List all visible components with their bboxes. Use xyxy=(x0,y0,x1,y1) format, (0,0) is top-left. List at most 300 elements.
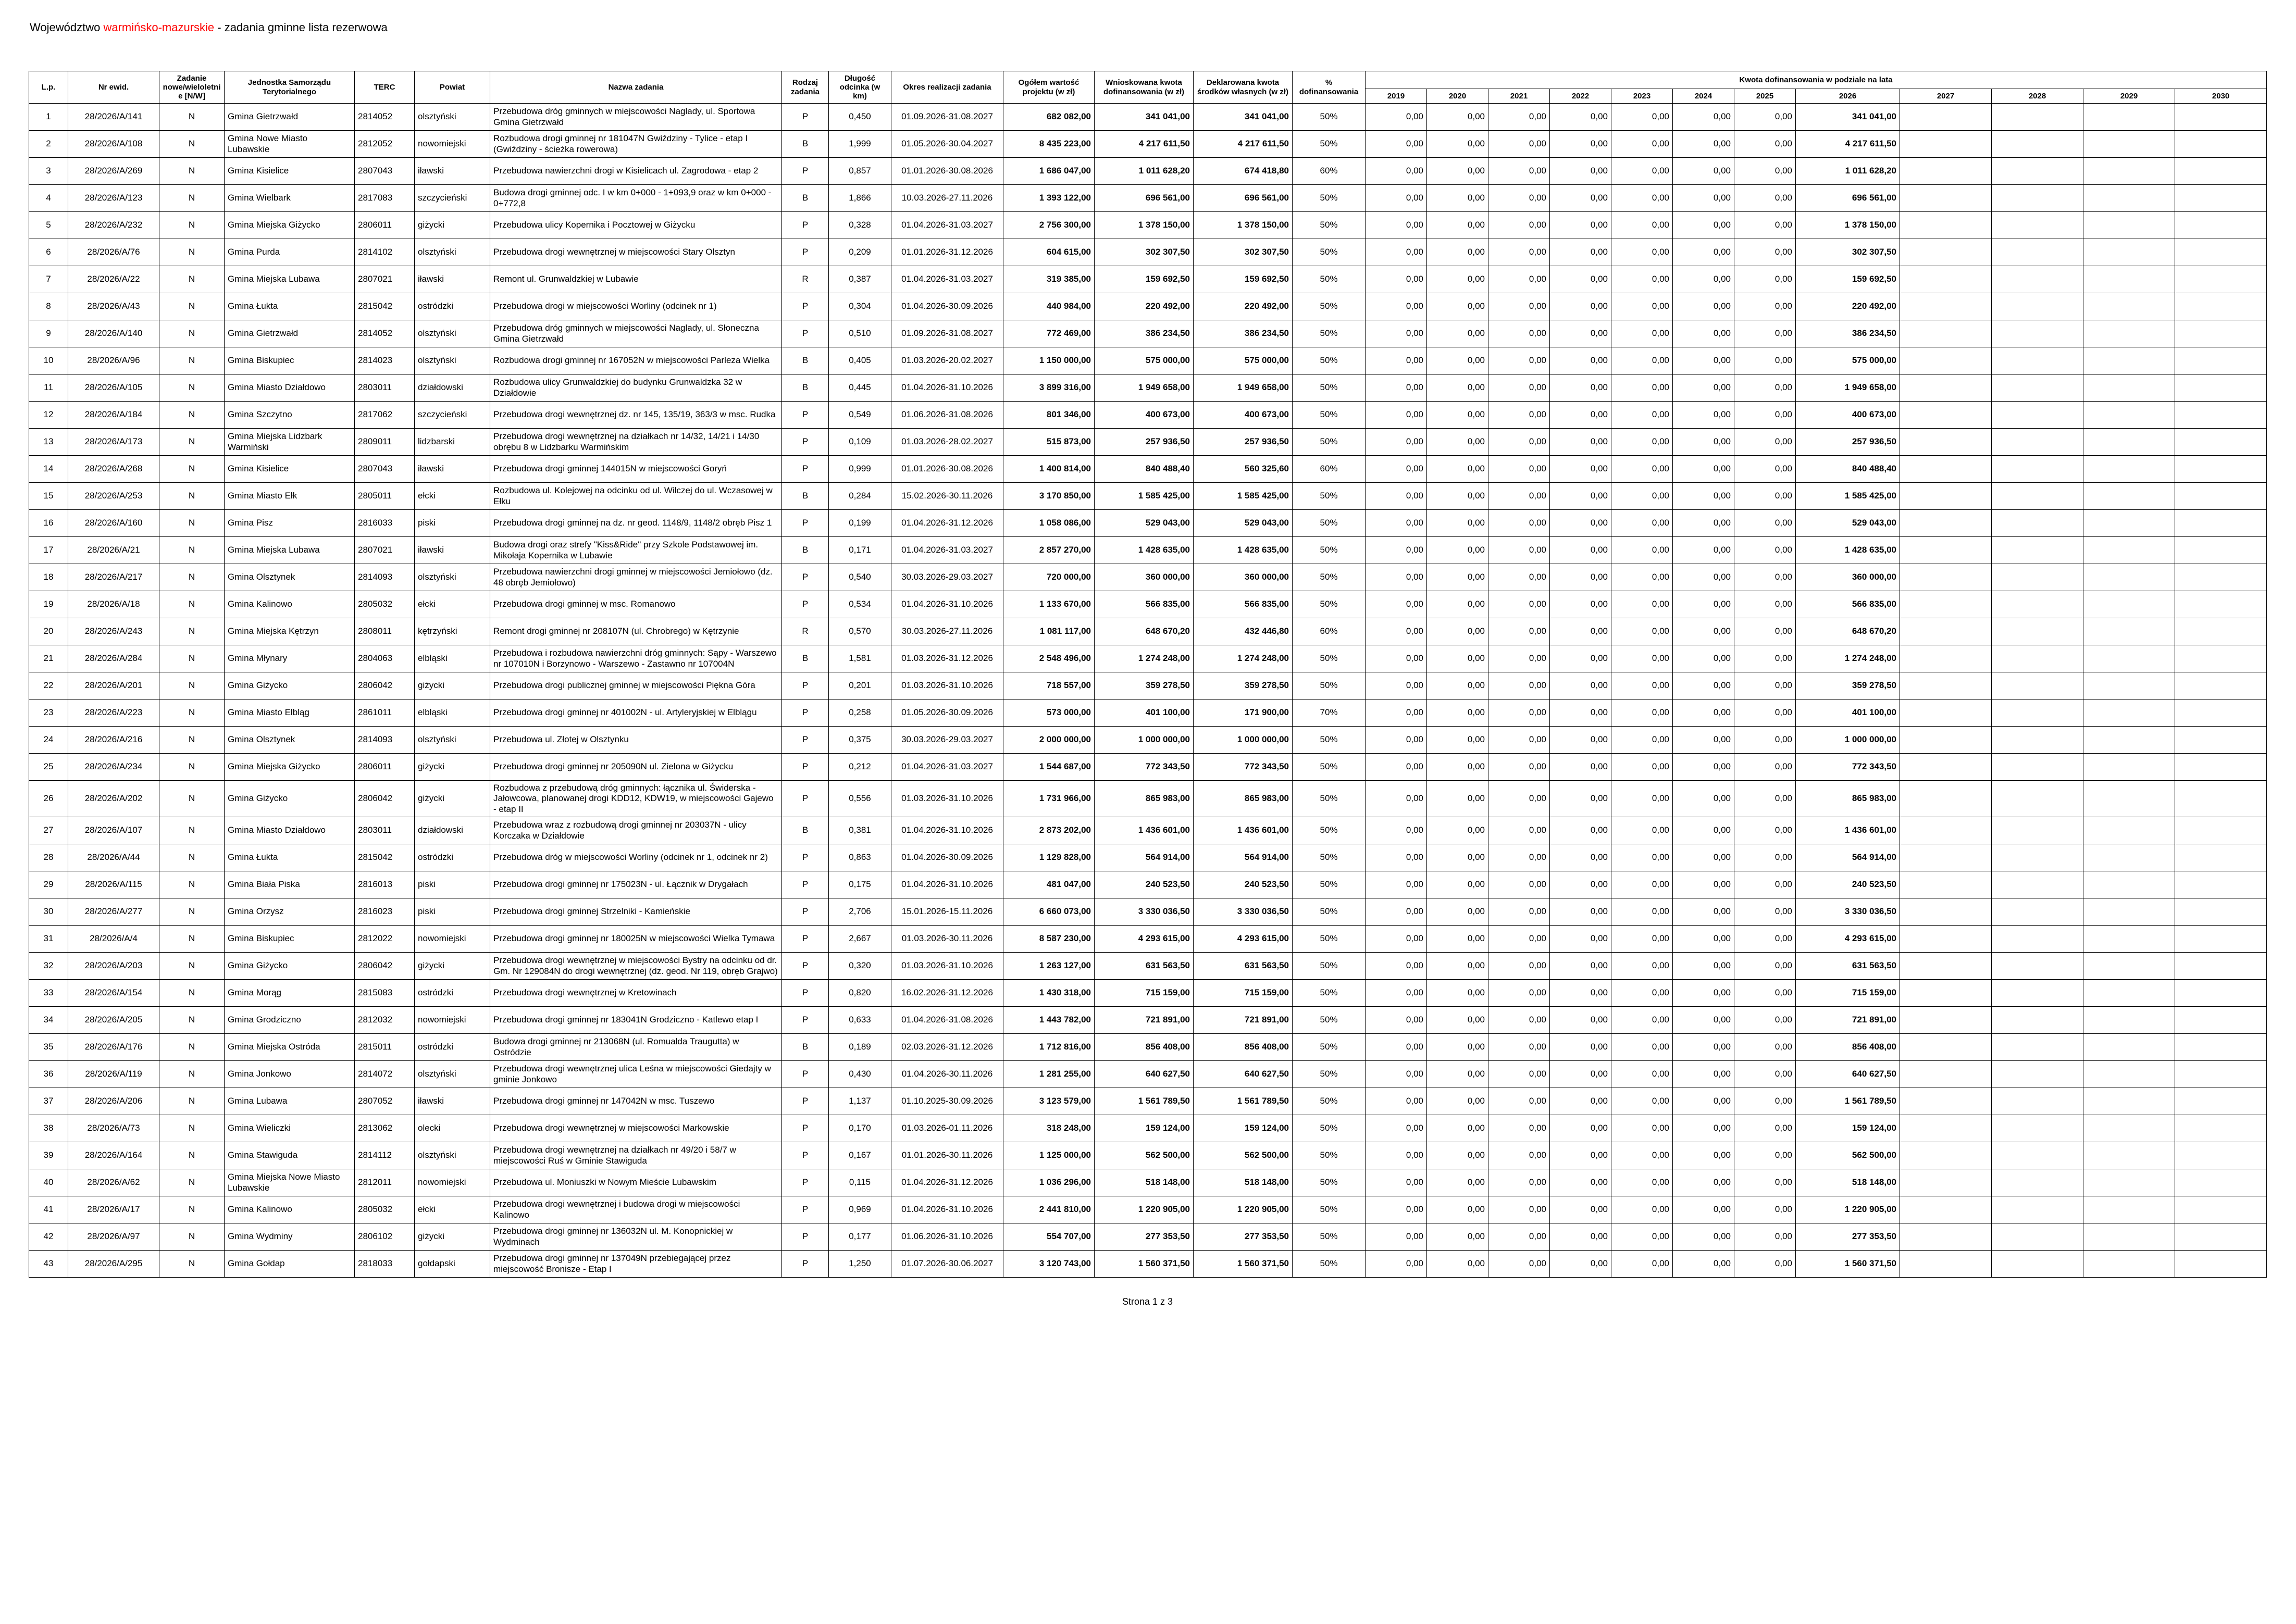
okres-realizacji-cell: 01.10.2025-30.09.2026 xyxy=(891,1088,1003,1115)
terc-cell: 2805011 xyxy=(355,483,415,510)
kwota-2029-cell xyxy=(2083,699,2175,727)
terc-cell: 2815083 xyxy=(355,980,415,1007)
kwota-2026-cell: 1 585 425,00 xyxy=(1796,483,1900,510)
ogolem-wartosc-cell: 2 756 300,00 xyxy=(1003,212,1095,239)
procent-dofinansowania-cell: 50% xyxy=(1293,1251,1366,1278)
deklarowana-kwota-cell: 1 378 150,00 xyxy=(1194,212,1293,239)
zadanie-nw-cell: N xyxy=(159,402,225,429)
kwota-2026-cell: 772 343,50 xyxy=(1796,754,1900,781)
kwota-2019-cell: 0,00 xyxy=(1366,781,1427,817)
kwota-2023-cell: 0,00 xyxy=(1611,429,1673,456)
kwota-2024-cell: 0,00 xyxy=(1673,1142,1734,1169)
kwota-2024-cell: 0,00 xyxy=(1673,699,1734,727)
kwota-2026-cell: 240 523,50 xyxy=(1796,871,1900,898)
okres-realizacji-cell: 30.03.2026-27.11.2026 xyxy=(891,618,1003,645)
procent-dofinansowania-cell: 50% xyxy=(1293,104,1366,131)
kwota-2023-cell: 0,00 xyxy=(1611,672,1673,699)
dlugosc-odcinka-cell: 0,450 xyxy=(829,104,891,131)
rodzaj-zadania-cell: P xyxy=(782,1169,829,1196)
nr-ewid-cell: 28/2026/A/234 xyxy=(68,754,159,781)
kwota-2023-cell: 0,00 xyxy=(1611,158,1673,185)
kwota-2028-cell xyxy=(1992,1142,2083,1169)
table-row xyxy=(29,456,2267,483)
table-row xyxy=(29,1115,2267,1142)
procent-dofinansowania-cell: 50% xyxy=(1293,429,1366,456)
deklarowana-kwota-cell: 1 561 789,50 xyxy=(1194,1088,1293,1115)
kwota-2029-cell xyxy=(2083,1196,2175,1223)
kwota-2022-cell: 0,00 xyxy=(1550,871,1611,898)
kwota-2030-cell xyxy=(2175,1034,2267,1061)
jst-cell: Gmina Gołdap xyxy=(225,1251,355,1278)
nazwa-zadania-cell: Rozbudowa ul. Kolejowej na odcinku od ul. Wilczej do ul. Wczasowej w Ełku xyxy=(490,483,782,510)
powiat-cell: ełcki xyxy=(415,1196,490,1223)
kwota-2019-cell: 0,00 xyxy=(1366,898,1427,926)
rodzaj-zadania-cell: P xyxy=(782,104,829,131)
kwota-2027-cell xyxy=(1900,537,1992,564)
kwota-2020-cell: 0,00 xyxy=(1427,898,1488,926)
kwota-2020-cell: 0,00 xyxy=(1427,510,1488,537)
kwota-2021-cell: 0,00 xyxy=(1488,1007,1550,1034)
kwota-2020-cell: 0,00 xyxy=(1427,564,1488,591)
dlugosc-odcinka-cell: 0,115 xyxy=(829,1169,891,1196)
nazwa-zadania-cell: Przebudowa ul. Moniuszki w Nowym Mieście Lubawskim xyxy=(490,1169,782,1196)
kwota-2021-cell: 0,00 xyxy=(1488,266,1550,293)
kwota-2030-cell xyxy=(2175,564,2267,591)
wnioskowana-kwota-cell: 359 278,50 xyxy=(1095,672,1194,699)
kwota-2029-cell xyxy=(2083,266,2175,293)
kwota-2024-cell: 0,00 xyxy=(1673,293,1734,320)
kwota-2024-cell: 0,00 xyxy=(1673,1196,1734,1223)
kwota-2020-cell: 0,00 xyxy=(1427,429,1488,456)
dlugosc-odcinka-cell: 0,199 xyxy=(829,510,891,537)
okres-realizacji-cell: 15.01.2026-15.11.2026 xyxy=(891,898,1003,926)
procent-dofinansowania-cell: 50% xyxy=(1293,483,1366,510)
lp-cell: 28 xyxy=(29,844,68,871)
jst-cell: Gmina Miejska Lubawa xyxy=(225,266,355,293)
zadanie-nw-cell: N xyxy=(159,266,225,293)
kwota-2029-cell xyxy=(2083,131,2175,158)
kwota-2025-cell: 0,00 xyxy=(1734,618,1796,645)
dlugosc-odcinka-cell: 0,534 xyxy=(829,591,891,618)
rodzaj-zadania-cell: P xyxy=(782,293,829,320)
powiat-cell: olecki xyxy=(415,1115,490,1142)
kwota-2030-cell xyxy=(2175,1196,2267,1223)
kwota-2029-cell xyxy=(2083,1115,2175,1142)
okres-realizacji-cell: 01.03.2026-31.12.2026 xyxy=(891,645,1003,672)
deklarowana-kwota-cell: 1 000 000,00 xyxy=(1194,727,1293,754)
table-row xyxy=(29,618,2267,645)
kwota-2029-cell xyxy=(2083,402,2175,429)
procent-dofinansowania-cell: 50% xyxy=(1293,212,1366,239)
wnioskowana-kwota-cell: 562 500,00 xyxy=(1095,1142,1194,1169)
okres-realizacji-cell: 01.04.2026-31.03.2027 xyxy=(891,266,1003,293)
dlugosc-odcinka-cell: 0,381 xyxy=(829,817,891,844)
kwota-2030-cell xyxy=(2175,104,2267,131)
zadanie-nw-cell: N xyxy=(159,483,225,510)
kwota-2026-cell: 4 293 615,00 xyxy=(1796,926,1900,953)
procent-dofinansowania-cell: 50% xyxy=(1293,1034,1366,1061)
lp-cell: 1 xyxy=(29,104,68,131)
kwota-2028-cell xyxy=(1992,1169,2083,1196)
ogolem-wartosc-cell: 2 857 270,00 xyxy=(1003,537,1095,564)
kwota-2025-cell: 0,00 xyxy=(1734,510,1796,537)
kwota-2026-cell: 648 670,20 xyxy=(1796,618,1900,645)
nr-ewid-cell: 28/2026/A/73 xyxy=(68,1115,159,1142)
kwota-2020-cell: 0,00 xyxy=(1427,1196,1488,1223)
kwota-2019-cell: 0,00 xyxy=(1366,402,1427,429)
nr-ewid-cell: 28/2026/A/295 xyxy=(68,1251,159,1278)
dlugosc-odcinka-cell: 0,540 xyxy=(829,564,891,591)
page-title xyxy=(30,21,2267,34)
kwota-2030-cell xyxy=(2175,980,2267,1007)
kwota-2019-cell: 0,00 xyxy=(1366,158,1427,185)
kwota-2021-cell: 0,00 xyxy=(1488,980,1550,1007)
zadanie-nw-cell: N xyxy=(159,871,225,898)
kwota-2022-cell: 0,00 xyxy=(1550,781,1611,817)
jst-cell: Gmina Giżycko xyxy=(225,953,355,980)
header-lp: L.p. xyxy=(29,71,68,104)
kwota-2023-cell: 0,00 xyxy=(1611,926,1673,953)
kwota-2022-cell: 0,00 xyxy=(1550,1251,1611,1278)
jst-cell: Gmina Wydminy xyxy=(225,1223,355,1251)
jst-cell: Gmina Miasto Działdowo xyxy=(225,817,355,844)
jst-cell: Gmina Miejska Giżycko xyxy=(225,754,355,781)
rodzaj-zadania-cell: P xyxy=(782,320,829,347)
deklarowana-kwota-cell: 220 492,00 xyxy=(1194,293,1293,320)
kwota-2029-cell xyxy=(2083,754,2175,781)
rodzaj-zadania-cell: P xyxy=(782,781,829,817)
nazwa-zadania-cell: Przebudowa drogi wewnętrznej w Kretowinach xyxy=(490,980,782,1007)
dlugosc-odcinka-cell: 1,250 xyxy=(829,1251,891,1278)
jst-cell: Gmina Wieliczki xyxy=(225,1115,355,1142)
kwota-2026-cell: 840 488,40 xyxy=(1796,456,1900,483)
zadanie-nw-cell: N xyxy=(159,131,225,158)
kwota-2025-cell: 0,00 xyxy=(1734,672,1796,699)
table-row xyxy=(29,320,2267,347)
procent-dofinansowania-cell: 50% xyxy=(1293,564,1366,591)
kwota-2019-cell: 0,00 xyxy=(1366,320,1427,347)
year-column-header-2028: 2028 xyxy=(1992,89,2083,104)
deklarowana-kwota-cell: 386 234,50 xyxy=(1194,320,1293,347)
rodzaj-zadania-cell: P xyxy=(782,1007,829,1034)
lp-cell: 19 xyxy=(29,591,68,618)
okres-realizacji-cell: 01.04.2026-30.09.2026 xyxy=(891,293,1003,320)
powiat-cell: iławski xyxy=(415,1088,490,1115)
zadanie-nw-cell: N xyxy=(159,727,225,754)
dlugosc-odcinka-cell: 0,201 xyxy=(829,672,891,699)
nazwa-zadania-cell: Remont ul. Grunwaldzkiej w Lubawie xyxy=(490,266,782,293)
deklarowana-kwota-cell: 1 428 635,00 xyxy=(1194,537,1293,564)
wnioskowana-kwota-cell: 865 983,00 xyxy=(1095,781,1194,817)
kwota-2019-cell: 0,00 xyxy=(1366,727,1427,754)
kwota-2029-cell xyxy=(2083,953,2175,980)
kwota-2030-cell xyxy=(2175,212,2267,239)
kwota-2028-cell xyxy=(1992,1061,2083,1088)
rodzaj-zadania-cell: B xyxy=(782,645,829,672)
nr-ewid-cell: 28/2026/A/17 xyxy=(68,1196,159,1223)
kwota-2028-cell xyxy=(1992,1251,2083,1278)
nazwa-zadania-cell: Przebudowa drogi gminnej na dz. nr geod. 1148/9, 1148/2 obręb Pisz 1 xyxy=(490,510,782,537)
nazwa-zadania-cell: Przebudowa ulicy Kopernika i Pocztowej w Giżycku xyxy=(490,212,782,239)
nazwa-zadania-cell: Przebudowa dróg w miejscowości Worliny (odcinek nr 1, odcinek nr 2) xyxy=(490,844,782,871)
year-column-header-2024: 2024 xyxy=(1673,89,1734,104)
ogolem-wartosc-cell: 1 544 687,00 xyxy=(1003,754,1095,781)
dlugosc-odcinka-cell: 1,866 xyxy=(829,185,891,212)
kwota-2028-cell xyxy=(1992,212,2083,239)
kwota-2030-cell xyxy=(2175,699,2267,727)
deklarowana-kwota-cell: 1 560 371,50 xyxy=(1194,1251,1293,1278)
kwota-2020-cell: 0,00 xyxy=(1427,871,1488,898)
dlugosc-odcinka-cell: 0,633 xyxy=(829,1007,891,1034)
zadanie-nw-cell: N xyxy=(159,781,225,817)
ogolem-wartosc-cell: 319 385,00 xyxy=(1003,266,1095,293)
dlugosc-odcinka-cell: 0,177 xyxy=(829,1223,891,1251)
year-column-header-2030: 2030 xyxy=(2175,89,2267,104)
deklarowana-kwota-cell: 518 148,00 xyxy=(1194,1169,1293,1196)
kwota-2030-cell xyxy=(2175,1251,2267,1278)
terc-cell: 2813062 xyxy=(355,1115,415,1142)
kwota-2024-cell: 0,00 xyxy=(1673,104,1734,131)
kwota-2020-cell: 0,00 xyxy=(1427,672,1488,699)
jst-cell: Gmina Kalinowo xyxy=(225,1196,355,1223)
kwota-2025-cell: 0,00 xyxy=(1734,212,1796,239)
kwota-2027-cell xyxy=(1900,926,1992,953)
kwota-2022-cell: 0,00 xyxy=(1550,293,1611,320)
kwota-2030-cell xyxy=(2175,781,2267,817)
kwota-2024-cell: 0,00 xyxy=(1673,537,1734,564)
nazwa-zadania-cell: Przebudowa drogi wewnętrznej ulica Leśna w miejscowości Giedajty w gminie Jonkowo xyxy=(490,1061,782,1088)
kwota-2028-cell xyxy=(1992,727,2083,754)
table-row xyxy=(29,510,2267,537)
kwota-2029-cell xyxy=(2083,537,2175,564)
nr-ewid-cell: 28/2026/A/108 xyxy=(68,131,159,158)
deklarowana-kwota-cell: 674 418,80 xyxy=(1194,158,1293,185)
lp-cell: 33 xyxy=(29,980,68,1007)
kwota-2027-cell xyxy=(1900,1169,1992,1196)
kwota-2021-cell: 0,00 xyxy=(1488,1169,1550,1196)
dlugosc-odcinka-cell: 0,387 xyxy=(829,266,891,293)
kwota-2023-cell: 0,00 xyxy=(1611,239,1673,266)
header-ogolem-wartosc: Ogółem wartość projektu (w zł) xyxy=(1003,71,1095,104)
year-column-header-2026: 2026 xyxy=(1796,89,1900,104)
header-nazwa-zadania: Nazwa zadania xyxy=(490,71,782,104)
kwota-2023-cell: 0,00 xyxy=(1611,320,1673,347)
deklarowana-kwota-cell: 696 561,00 xyxy=(1194,185,1293,212)
kwota-2028-cell xyxy=(1992,239,2083,266)
table-row xyxy=(29,1142,2267,1169)
kwota-2020-cell: 0,00 xyxy=(1427,1169,1488,1196)
kwota-2029-cell xyxy=(2083,456,2175,483)
kwota-2024-cell: 0,00 xyxy=(1673,185,1734,212)
lp-cell: 11 xyxy=(29,374,68,402)
kwota-2028-cell xyxy=(1992,871,2083,898)
nazwa-zadania-cell: Przebudowa drogi w miejscowości Worliny (odcinek nr 1) xyxy=(490,293,782,320)
ogolem-wartosc-cell: 1 686 047,00 xyxy=(1003,158,1095,185)
terc-cell: 2806042 xyxy=(355,953,415,980)
table-row xyxy=(29,781,2267,817)
procent-dofinansowania-cell: 50% xyxy=(1293,185,1366,212)
wnioskowana-kwota-cell: 400 673,00 xyxy=(1095,402,1194,429)
kwota-2028-cell xyxy=(1992,1115,2083,1142)
kwota-2024-cell: 0,00 xyxy=(1673,158,1734,185)
year-column-header-2025: 2025 xyxy=(1734,89,1796,104)
zadanie-nw-cell: N xyxy=(159,980,225,1007)
ogolem-wartosc-cell: 801 346,00 xyxy=(1003,402,1095,429)
kwota-2019-cell: 0,00 xyxy=(1366,699,1427,727)
nr-ewid-cell: 28/2026/A/253 xyxy=(68,483,159,510)
kwota-2021-cell: 0,00 xyxy=(1488,320,1550,347)
kwota-2028-cell xyxy=(1992,347,2083,374)
kwota-2027-cell xyxy=(1900,645,1992,672)
nr-ewid-cell: 28/2026/A/21 xyxy=(68,537,159,564)
wnioskowana-kwota-cell: 631 563,50 xyxy=(1095,953,1194,980)
wnioskowana-kwota-cell: 4 217 611,50 xyxy=(1095,131,1194,158)
powiat-cell: działdowski xyxy=(415,817,490,844)
ogolem-wartosc-cell: 1 430 318,00 xyxy=(1003,980,1095,1007)
rodzaj-zadania-cell: B xyxy=(782,1034,829,1061)
kwota-2026-cell: 696 561,00 xyxy=(1796,185,1900,212)
nr-ewid-cell: 28/2026/A/141 xyxy=(68,104,159,131)
lp-cell: 42 xyxy=(29,1223,68,1251)
jst-cell: Gmina Lubawa xyxy=(225,1088,355,1115)
lp-cell: 21 xyxy=(29,645,68,672)
kwota-2022-cell: 0,00 xyxy=(1550,1169,1611,1196)
kwota-2024-cell: 0,00 xyxy=(1673,645,1734,672)
lp-cell: 10 xyxy=(29,347,68,374)
terc-cell: 2812032 xyxy=(355,1007,415,1034)
ogolem-wartosc-cell: 554 707,00 xyxy=(1003,1223,1095,1251)
kwota-2022-cell: 0,00 xyxy=(1550,185,1611,212)
kwota-2021-cell: 0,00 xyxy=(1488,483,1550,510)
kwota-2029-cell xyxy=(2083,591,2175,618)
nr-ewid-cell: 28/2026/A/22 xyxy=(68,266,159,293)
kwota-2027-cell xyxy=(1900,266,1992,293)
nazwa-zadania-cell: Rozbudowa z przebudową dróg gminnych: łącznika ul. Świderska - Jałowcowa, planowanej drogi KDD12, KDW19, w miejscowości Gajewo - etap II xyxy=(490,781,782,817)
dlugosc-odcinka-cell: 0,189 xyxy=(829,1034,891,1061)
lp-cell: 15 xyxy=(29,483,68,510)
kwota-2025-cell: 0,00 xyxy=(1734,104,1796,131)
kwota-2025-cell: 0,00 xyxy=(1734,781,1796,817)
kwota-2029-cell xyxy=(2083,212,2175,239)
terc-cell: 2806102 xyxy=(355,1223,415,1251)
okres-realizacji-cell: 01.06.2026-31.10.2026 xyxy=(891,1223,1003,1251)
kwota-2020-cell: 0,00 xyxy=(1427,645,1488,672)
zadanie-nw-cell: N xyxy=(159,1142,225,1169)
kwota-2021-cell: 0,00 xyxy=(1488,591,1550,618)
nr-ewid-cell: 28/2026/A/284 xyxy=(68,645,159,672)
terc-cell: 2803011 xyxy=(355,817,415,844)
rodzaj-zadania-cell: P xyxy=(782,456,829,483)
kwota-2025-cell: 0,00 xyxy=(1734,320,1796,347)
procent-dofinansowania-cell: 50% xyxy=(1293,402,1366,429)
kwota-2019-cell: 0,00 xyxy=(1366,537,1427,564)
kwota-2025-cell: 0,00 xyxy=(1734,980,1796,1007)
kwota-2030-cell xyxy=(2175,844,2267,871)
terc-cell: 2803011 xyxy=(355,374,415,402)
terc-cell: 2817062 xyxy=(355,402,415,429)
terc-cell: 2805032 xyxy=(355,591,415,618)
kwota-2026-cell: 277 353,50 xyxy=(1796,1223,1900,1251)
jst-cell: Gmina Szczytno xyxy=(225,402,355,429)
deklarowana-kwota-cell: 277 353,50 xyxy=(1194,1223,1293,1251)
nr-ewid-cell: 28/2026/A/18 xyxy=(68,591,159,618)
terc-cell: 2805032 xyxy=(355,1196,415,1223)
jst-cell: Gmina Pisz xyxy=(225,510,355,537)
kwota-2022-cell: 0,00 xyxy=(1550,591,1611,618)
kwota-2028-cell xyxy=(1992,510,2083,537)
ogolem-wartosc-cell: 2 873 202,00 xyxy=(1003,817,1095,844)
kwota-2029-cell xyxy=(2083,1223,2175,1251)
title-region: warmińsko-mazurskie xyxy=(103,21,215,34)
rodzaj-zadania-cell: B xyxy=(782,483,829,510)
kwota-2030-cell xyxy=(2175,898,2267,926)
kwota-2020-cell: 0,00 xyxy=(1427,185,1488,212)
kwota-2021-cell: 0,00 xyxy=(1488,429,1550,456)
rodzaj-zadania-cell: P xyxy=(782,510,829,537)
jst-cell: Gmina Purda xyxy=(225,239,355,266)
lp-cell: 20 xyxy=(29,618,68,645)
table-row xyxy=(29,1088,2267,1115)
kwota-2027-cell xyxy=(1900,1251,1992,1278)
kwota-2020-cell: 0,00 xyxy=(1427,1088,1488,1115)
kwota-2029-cell xyxy=(2083,1088,2175,1115)
table-row xyxy=(29,293,2267,320)
kwota-2022-cell: 0,00 xyxy=(1550,1061,1611,1088)
procent-dofinansowania-cell: 50% xyxy=(1293,131,1366,158)
okres-realizacji-cell: 01.03.2026-31.10.2026 xyxy=(891,953,1003,980)
okres-realizacji-cell: 16.02.2026-31.12.2026 xyxy=(891,980,1003,1007)
kwota-2030-cell xyxy=(2175,1223,2267,1251)
kwota-2023-cell: 0,00 xyxy=(1611,212,1673,239)
kwota-2028-cell xyxy=(1992,266,2083,293)
table-row xyxy=(29,926,2267,953)
kwota-2023-cell: 0,00 xyxy=(1611,1088,1673,1115)
kwota-2020-cell: 0,00 xyxy=(1427,781,1488,817)
kwota-2023-cell: 0,00 xyxy=(1611,727,1673,754)
jst-cell: Gmina Jonkowo xyxy=(225,1061,355,1088)
kwota-2026-cell: 4 217 611,50 xyxy=(1796,131,1900,158)
wnioskowana-kwota-cell: 341 041,00 xyxy=(1095,104,1194,131)
kwota-2025-cell: 0,00 xyxy=(1734,1223,1796,1251)
kwota-2019-cell: 0,00 xyxy=(1366,754,1427,781)
kwota-2019-cell: 0,00 xyxy=(1366,1061,1427,1088)
kwota-2030-cell xyxy=(2175,185,2267,212)
ogolem-wartosc-cell: 1 133 670,00 xyxy=(1003,591,1095,618)
kwota-2027-cell xyxy=(1900,1007,1992,1034)
powiat-cell: szczycieński xyxy=(415,402,490,429)
deklarowana-kwota-cell: 400 673,00 xyxy=(1194,402,1293,429)
kwota-2028-cell xyxy=(1992,402,2083,429)
zadanie-nw-cell: N xyxy=(159,104,225,131)
kwota-2025-cell: 0,00 xyxy=(1734,844,1796,871)
kwota-2029-cell xyxy=(2083,645,2175,672)
deklarowana-kwota-cell: 631 563,50 xyxy=(1194,953,1293,980)
powiat-cell: giżycki xyxy=(415,212,490,239)
kwota-2026-cell: 257 936,50 xyxy=(1796,429,1900,456)
page-footer: Strona 1 z 3 xyxy=(1122,1296,1173,1307)
kwota-2027-cell xyxy=(1900,402,1992,429)
kwota-2027-cell xyxy=(1900,158,1992,185)
okres-realizacji-cell: 01.01.2026-30.08.2026 xyxy=(891,158,1003,185)
kwota-2030-cell xyxy=(2175,374,2267,402)
jst-cell: Gmina Łukta xyxy=(225,293,355,320)
ogolem-wartosc-cell: 3 170 850,00 xyxy=(1003,483,1095,510)
wnioskowana-kwota-cell: 715 159,00 xyxy=(1095,980,1194,1007)
kwota-2026-cell: 1 274 248,00 xyxy=(1796,645,1900,672)
kwota-2030-cell xyxy=(2175,1061,2267,1088)
nazwa-zadania-cell: Przebudowa drogi gminnej w msc. Romanowo xyxy=(490,591,782,618)
terc-cell: 2816033 xyxy=(355,510,415,537)
